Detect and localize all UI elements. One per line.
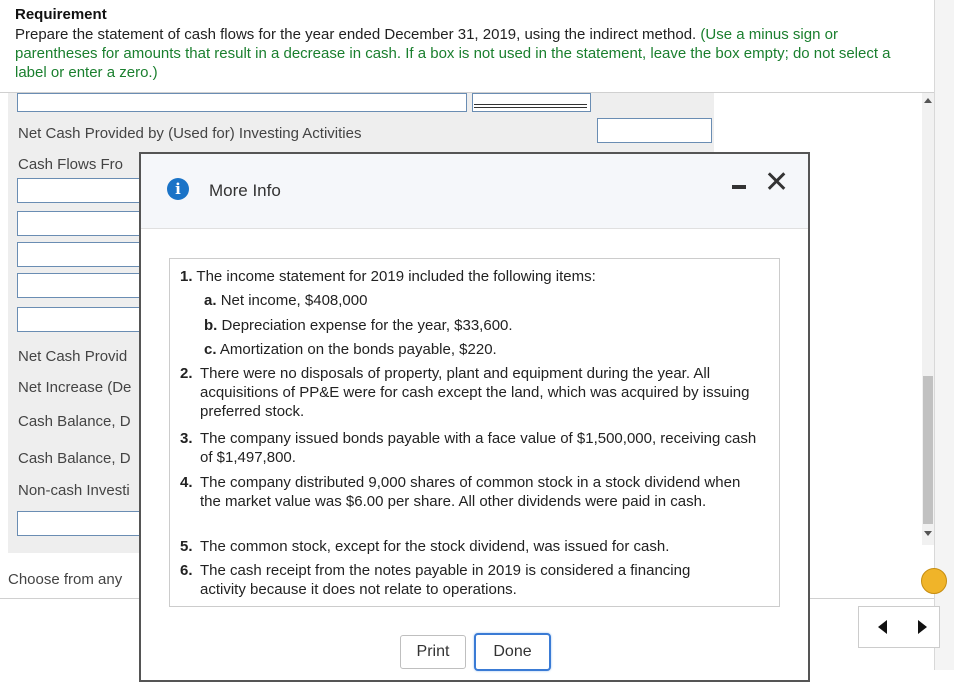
label-select-box[interactable] xyxy=(17,93,467,112)
minimize-icon[interactable] xyxy=(732,185,746,189)
choose-instruction: Choose from any xyxy=(8,571,123,588)
scroll-up-icon[interactable] xyxy=(924,98,932,103)
done-button[interactable]: Done xyxy=(474,633,551,671)
list-item: 2. There were no disposals of property, plant and equipment during the year. All acquisitions of PP&E were for cash except the land, which was acquired by issuing preferred stock. xyxy=(180,365,750,420)
navigation-buttons xyxy=(858,606,940,648)
investing-total-input[interactable] xyxy=(597,118,712,143)
scroll-down-icon[interactable] xyxy=(924,531,932,536)
list-item: 5. The common stock, except for the stock dividend, was issued for cash. xyxy=(180,538,670,555)
statement-row-label: Cash Balance, D xyxy=(18,450,131,467)
previous-arrow-icon[interactable] xyxy=(878,620,887,634)
requirement-title: Requirement xyxy=(15,6,107,23)
print-button[interactable]: Print xyxy=(400,635,466,669)
help-icon[interactable] xyxy=(921,568,947,594)
scrollbar-thumb[interactable] xyxy=(923,376,933,524)
label-select-box[interactable] xyxy=(17,178,149,203)
statement-row-label: Cash Flows Fro xyxy=(18,156,124,173)
requirement-instruction: (Use a minus sign or parentheses for amounts that result in a decrease in cash. If a box is not used in the statement, leave the box empty; do not select a label or enter a zero.) xyxy=(15,26,891,81)
list-item: 4. The company distributed 9,000 shares of common stock in a stock dividend when the market value was $6.00 per share. All other dividends were paid in cash. xyxy=(180,474,741,510)
info-icon: i xyxy=(167,178,189,200)
list-item: a. Net income, $408,000 xyxy=(204,292,368,309)
requirement-description: Prepare the statement of cash flows for the year ended December 31, 2019, using the indirect method. xyxy=(15,26,697,43)
label-select-box[interactable] xyxy=(17,307,149,332)
statement-row-label: Cash Balance, D xyxy=(18,413,131,430)
label-select-box[interactable] xyxy=(17,211,149,236)
more-info-dialog xyxy=(139,152,810,682)
info-content xyxy=(169,258,780,607)
statement-row-label: Net Cash Provid xyxy=(18,348,128,365)
label-select-box[interactable] xyxy=(17,273,149,298)
dialog-header xyxy=(141,154,808,229)
close-icon[interactable]: ✕ xyxy=(764,165,790,200)
list-item: 1. The income statement for 2019 included the following items: xyxy=(180,268,596,285)
next-arrow-icon[interactable] xyxy=(918,620,927,634)
amount-input[interactable] xyxy=(472,93,591,112)
dialog-title: More Info xyxy=(209,181,281,200)
list-item: 6. The cash receipt from the notes payable in 2019 is considered a financing activity because it does not relate to operations. xyxy=(180,562,691,598)
list-item: c. Amortization on the bonds payable, $220. xyxy=(204,341,497,358)
label-select-box[interactable] xyxy=(17,242,149,267)
list-item: 3. The company issued bonds payable with a face value of $1,500,000, receiving cash of $1,497,800. xyxy=(180,430,757,466)
statement-row-label: Non-cash Investi xyxy=(18,482,130,499)
label-select-box[interactable] xyxy=(17,511,149,536)
list-item: b. Depreciation expense for the year, $33,600. xyxy=(204,317,513,334)
requirement-text xyxy=(15,25,920,82)
statement-row-label: Net Cash Provided by (Used for) Investing Activities xyxy=(18,125,362,142)
total-underline xyxy=(474,104,587,108)
statement-row-label: Net Increase (De xyxy=(18,379,132,396)
